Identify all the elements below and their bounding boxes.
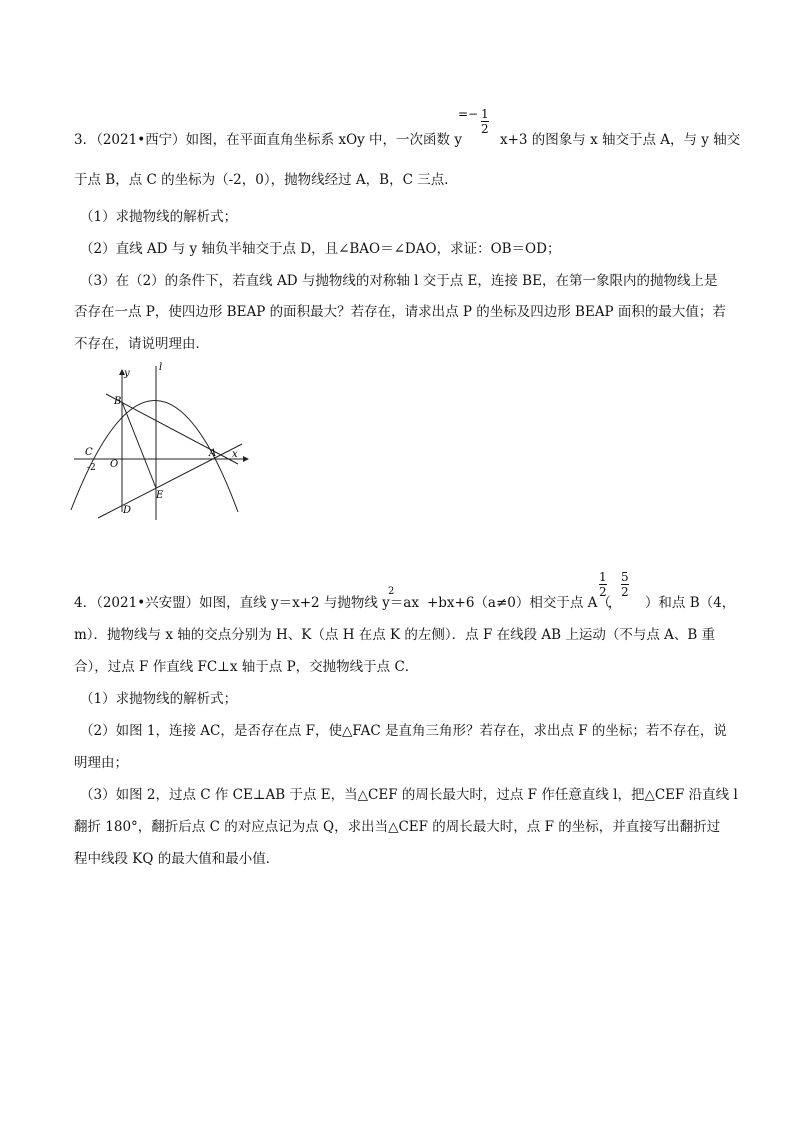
fraction-denominator: 2: [599, 585, 607, 599]
label-O: O: [110, 459, 119, 470]
q4-part-1: （1）求抛物线的解析式；: [80, 691, 238, 707]
q4-fraction-a-y: [621, 571, 629, 599]
fraction-numerator: 5: [621, 570, 629, 584]
q3-part-3-line-3: 不存在，请说明理由．: [74, 336, 209, 352]
q4-line-1-text-c: ）和点 B（4，: [644, 595, 736, 611]
label-D: D: [123, 505, 132, 516]
q3-part-3-line-2: 否存在一点 P，使四边形 BEAP 的面积最大？若存在，请求出点 P 的坐标及四边形 BEAP 面积的最大值；若: [74, 304, 726, 320]
line-BE: [122, 402, 156, 488]
q4-line-2: m）．抛物线与 x 轴的交点分别为 H、K（点 H 在点 K 的左侧）．点 F 在线段 AB 上运动（不与点 A、B 重: [74, 627, 716, 643]
q3-part-1: （1）求抛物线的解析式；: [80, 209, 238, 225]
q3-fraction-sign: =−: [458, 107, 479, 121]
fraction-numerator: 1: [481, 107, 489, 121]
line-BA: [106, 394, 238, 464]
q4-part-2-line-1: （2）如图 1，连接 AC，是否存在点 F，使△FAC 是直角三角形？若存在，求出点 F 的坐标；若不存在，说: [80, 723, 727, 739]
q4-line-1-text-a: 4．（2021•兴安盟）如图，直线 y＝x+2 与抛物线 y＝ax: [74, 595, 419, 611]
fraction-denominator: 2: [481, 122, 489, 136]
q4-part-3-line-3: 程中线段 KQ 的最大值和最小值．: [74, 851, 280, 867]
q4-line-1: [74, 593, 735, 613]
parabola-figure: [60, 360, 260, 520]
q4-line-1-text-b: +bx+6（a≠0）相交于点 A（: [426, 595, 611, 611]
label-C: C: [85, 447, 93, 458]
q4-superscript-2: 2: [388, 586, 395, 597]
fraction-denominator: 2: [621, 585, 629, 599]
q4-part-3-line-2: 翻折 180°，翻折后点 C 的对应点记为点 Q，求出当△CEF 的周长最大时，点 F 的坐标，并直接写出翻折过: [74, 819, 721, 835]
label-E: E: [156, 490, 164, 501]
q4-part-2-line-2: 明理由；: [74, 755, 128, 771]
label-l: l: [159, 362, 163, 373]
q3-fraction-half: [481, 108, 489, 136]
fraction-numerator: 1: [599, 570, 607, 584]
label-neg2: -2: [87, 463, 96, 473]
q3-line-2: 于点 B，点 C 的坐标为（-2，0），抛物线经过 A，B，C 三点．: [74, 172, 458, 188]
q4-fraction-a-x: [599, 571, 607, 599]
q3-line-1-text-a: 3．（2021•西宁）如图，在平面直角坐标系 xOy 中，一次函数 y: [74, 132, 462, 148]
q4-part-3-line-1: （3）如图 2，过点 C 作 CE⊥AB 于点 E，当△CEF 的周长最大时，过点 F 作任意直线 l，把△CEF 沿直线 l: [80, 787, 738, 803]
q4-fraction-comma: ，: [608, 596, 622, 611]
label-B: B: [114, 396, 122, 407]
label-A: A: [209, 448, 217, 459]
q3-part-3-line-1: （3）在（2）的条件下，若直线 AD 与抛物线的对称轴 l 交于点 E，连接 BE，在第一象限内的抛物线上是: [80, 273, 718, 289]
q3-part-2: （2）直线 AD 与 y 轴负半轴交于点 D，且∠BAO＝∠DAO，求证：OB＝OD；: [80, 241, 561, 257]
q4-line-3: 合），过点 F 作直线 FC⊥x 轴于点 P，交抛物线于点 C．: [74, 659, 419, 675]
q3-line-1-text-b: x+3 的图象与 x 轴交于点 A，与 y 轴交: [499, 132, 741, 148]
label-x: x: [232, 449, 238, 460]
line-DA: [98, 444, 242, 518]
label-y: y: [124, 368, 130, 379]
q3-line-1: [74, 130, 740, 150]
